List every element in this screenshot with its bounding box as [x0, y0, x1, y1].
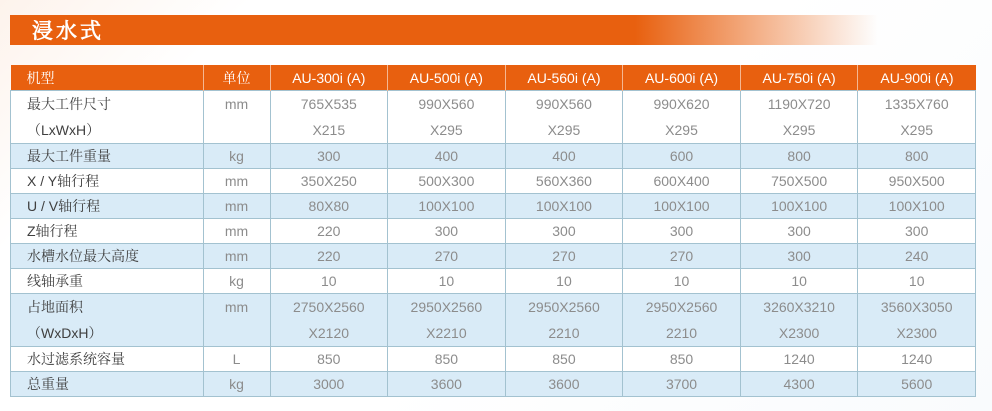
row-value: 100X100	[740, 194, 858, 219]
header-unit-col: 单位	[203, 65, 270, 91]
row-value: 80X80	[270, 194, 388, 219]
row-value: 3000	[270, 372, 388, 397]
row-value: 2950X2560 2210	[623, 294, 741, 347]
row-value: 3600	[505, 372, 623, 397]
row-value: 220	[270, 219, 388, 244]
row-label: 总重量	[11, 372, 204, 397]
table-row	[11, 244, 976, 269]
row-label: 最大工件重量	[11, 144, 204, 169]
row-value: 10	[270, 269, 388, 294]
row-unit: mm	[203, 219, 270, 244]
row-value: 800	[740, 144, 858, 169]
table-row	[11, 372, 976, 397]
header-model-col: 机型	[11, 65, 204, 91]
row-unit: mm	[203, 294, 270, 347]
header-model-name: AU-300i (A)	[270, 65, 388, 91]
row-value: 300	[623, 219, 741, 244]
row-value: 10	[858, 269, 976, 294]
row-value: 270	[388, 244, 506, 269]
row-value: 2750X2560 X2120	[270, 294, 388, 347]
row-value: 100X100	[505, 194, 623, 219]
section-title-banner	[10, 15, 878, 45]
row-value: 1240	[740, 347, 858, 372]
row-value: 300	[740, 219, 858, 244]
row-unit: mm	[203, 194, 270, 219]
row-value: 500X300	[388, 169, 506, 194]
row-label: 水槽水位最大高度	[11, 244, 204, 269]
row-value: 600X400	[623, 169, 741, 194]
row-value: 270	[505, 244, 623, 269]
section-title: 浸水式	[32, 20, 104, 43]
row-value: 100X100	[858, 194, 976, 219]
row-label: Z轴行程	[11, 219, 204, 244]
table-row	[11, 294, 976, 347]
spec-table-body	[11, 91, 976, 397]
row-value: 400	[505, 144, 623, 169]
row-value: 3260X3210 X2300	[740, 294, 858, 347]
table-row	[11, 144, 976, 169]
row-value: 3560X3050 X2300	[858, 294, 976, 347]
row-value: 600	[623, 144, 741, 169]
row-value: 560X360	[505, 169, 623, 194]
table-row	[11, 91, 976, 144]
row-value: 2950X2560 X2210	[388, 294, 506, 347]
row-value: 220	[270, 244, 388, 269]
row-value: 1240	[858, 347, 976, 372]
row-value: 990X560 X295	[388, 91, 506, 144]
row-label: X / Y轴行程	[11, 169, 204, 194]
row-value: 10	[388, 269, 506, 294]
spec-table	[10, 65, 976, 397]
row-value: 990X560 X295	[505, 91, 623, 144]
row-value: 400	[388, 144, 506, 169]
row-value: 1190X720 X295	[740, 91, 858, 144]
table-row	[11, 194, 976, 219]
row-label: 水过滤系统容量	[11, 347, 204, 372]
table-row	[11, 219, 976, 244]
table-row	[11, 169, 976, 194]
row-value: 300	[740, 244, 858, 269]
row-unit: L	[203, 347, 270, 372]
row-value: 4300	[740, 372, 858, 397]
row-unit: mm	[203, 244, 270, 269]
table-row	[11, 347, 976, 372]
row-label: 线轴承重	[11, 269, 204, 294]
row-value: 3600	[388, 372, 506, 397]
row-value: 350X250	[270, 169, 388, 194]
row-value: 950X500	[858, 169, 976, 194]
header-model-name: AU-750i (A)	[740, 65, 858, 91]
row-label: 占地面积 （WxDxH）	[11, 294, 204, 347]
row-value: 300	[858, 219, 976, 244]
row-value: 100X100	[623, 194, 741, 219]
header-model-name: AU-500i (A)	[388, 65, 506, 91]
row-value: 240	[858, 244, 976, 269]
table-row	[11, 269, 976, 294]
row-value: 270	[623, 244, 741, 269]
row-value: 850	[505, 347, 623, 372]
spec-table-head-row	[11, 65, 976, 91]
row-value: 850	[270, 347, 388, 372]
row-value: 300	[270, 144, 388, 169]
row-unit: mm	[203, 169, 270, 194]
row-value: 800	[858, 144, 976, 169]
row-value: 850	[623, 347, 741, 372]
row-value: 1335X760 X295	[858, 91, 976, 144]
row-value: 300	[388, 219, 506, 244]
row-unit: kg	[203, 269, 270, 294]
row-value: 300	[505, 219, 623, 244]
row-value: 750X500	[740, 169, 858, 194]
row-value: 765X535 X215	[270, 91, 388, 144]
header-model-name: AU-600i (A)	[623, 65, 741, 91]
row-value: 10	[623, 269, 741, 294]
row-label: 最大工件尺寸 （LxWxH）	[11, 91, 204, 144]
row-value: 100X100	[388, 194, 506, 219]
header-model-name: AU-900i (A)	[858, 65, 976, 91]
row-value: 850	[388, 347, 506, 372]
row-value: 5600	[858, 372, 976, 397]
row-value: 10	[505, 269, 623, 294]
spec-table-header	[11, 65, 976, 91]
header-model-name: AU-560i (A)	[505, 65, 623, 91]
row-value: 990X620 X295	[623, 91, 741, 144]
row-unit: kg	[203, 144, 270, 169]
row-value: 2950X2560 2210	[505, 294, 623, 347]
row-value: 3700	[623, 372, 741, 397]
row-unit: mm	[203, 91, 270, 144]
row-label: U / V轴行程	[11, 194, 204, 219]
row-value: 10	[740, 269, 858, 294]
row-unit: kg	[203, 372, 270, 397]
